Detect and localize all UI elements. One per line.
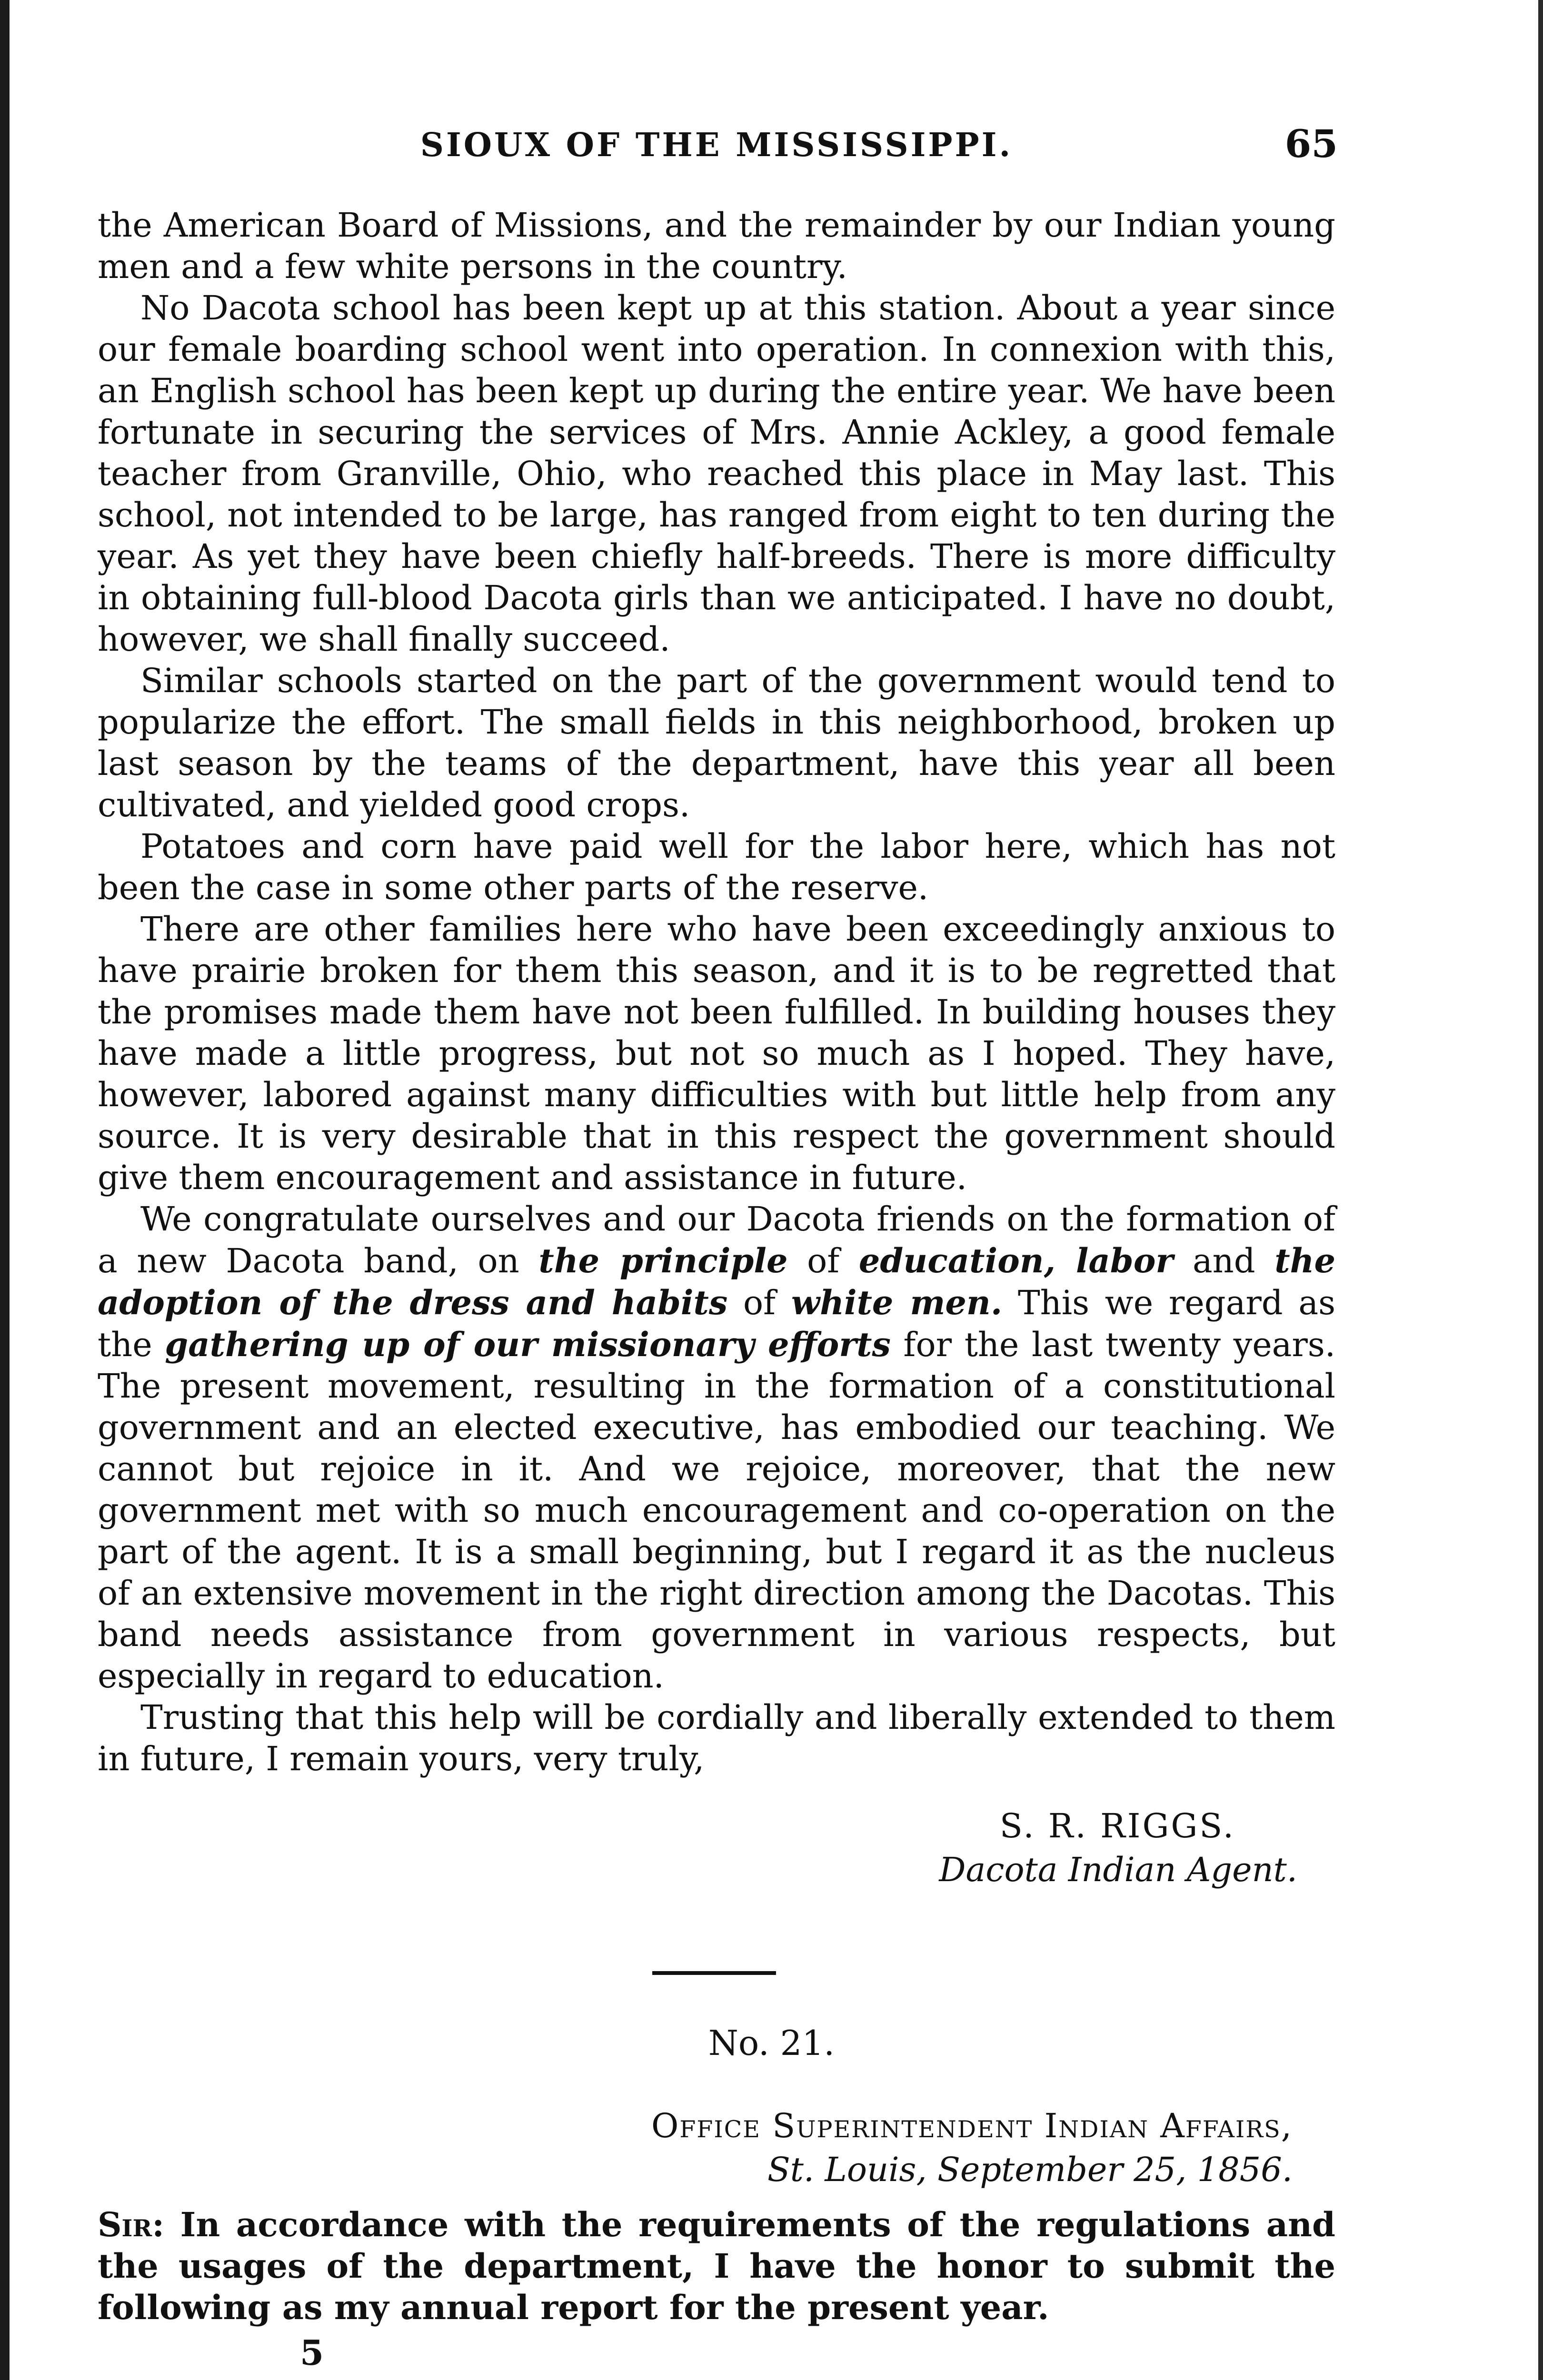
paragraph-6 bbox=[98, 1199, 1335, 1697]
office-date: St. Louis, September 25, 1856. bbox=[767, 2150, 1293, 2189]
paragraph-6-text-c: and bbox=[1173, 1241, 1275, 1280]
page-number: 65 bbox=[1284, 121, 1338, 166]
paragraph-6-text-e: This we regard as the bbox=[98, 1283, 1335, 1364]
paragraph-6-text-b: of bbox=[787, 1241, 859, 1280]
paragraph-2: No Dacota school has been kept up at this station. About a year since our female boarding school went into operation. In connexion with this, an English school has been kept up during the entire year. We have been fortunate in securing the services of Mrs. Annie Ackley, a good female teacher from Granville, Ohio, who reached this place in May last. This school, not intended to be large, has ranged from eight to ten during the year. As yet they have been chiefly half-breeds. There is more difficulty in obtaining full-blood Dacota girls than we anticipated. I have no doubt, however, we shall finally succeed. bbox=[98, 288, 1335, 659]
office-name: Office Superintendent Indian Affairs, bbox=[651, 2106, 1293, 2145]
paragraph-6-text-d: of bbox=[727, 1283, 791, 1322]
paragraph-6-text-f: for the last twenty years. The present movement, resulting in the formation of a constitutional government and an elected executive, has embodied our teaching. We cannot but rejoice in it. And we rejoice, moreover, that the new government met with so much encouragement and co-operation on the part of the agent. It is a small beginning, but I regard it as the nucleus of an extensive movement in the right direction among the Dacotas. This band needs assistance from government in various respects, but especially in regard to education. bbox=[98, 1325, 1335, 1696]
body-text bbox=[98, 205, 1335, 1780]
paragraph-4: Potatoes and corn have paid well for the labor here, which has not been the case in some other parts of the reserve. bbox=[98, 827, 1335, 907]
paragraph-6-italic-5: gathering up of our missionary efforts bbox=[165, 1325, 891, 1364]
paragraph-1: the American Board of Missions, and the remainder by our Indian young men and a few white persons in the country. bbox=[98, 206, 1335, 286]
page-header bbox=[95, 121, 1338, 169]
paragraph-6-italic-4: white men. bbox=[791, 1283, 1003, 1322]
running-head: SIOUX OF THE MISSISSIPPI. bbox=[420, 126, 1013, 164]
letter-opening bbox=[98, 2204, 1335, 2328]
office-heading bbox=[98, 2104, 1293, 2192]
letter-opening-text: In accordance with the requirements of the regulations and the usages of the department, I have the honor to submit the following as my annual report for the present year. bbox=[98, 2205, 1335, 2327]
paragraph-6-italic-3: the adoption of the dress and habits bbox=[98, 1241, 1335, 1322]
signature-name: S. R. RIGGS. bbox=[999, 1806, 1235, 1845]
paragraph-6-text-a: We congratulate ourselves and our Dacota friends on the formation of a new Dacota band, on bbox=[98, 1200, 1335, 1280]
paragraph-7: Trusting that this help will be cordially and liberally extended to them in future, I remain yours, very truly, bbox=[98, 1698, 1335, 1778]
paragraph-3: Similar schools started on the part of the government would tend to popularize the effort. The small fields in this neighborhood, broken up last season by the teams of the department, have this year all been cultivated, and yielded good crops. bbox=[98, 661, 1335, 824]
paragraph-6-italic-2: education, labor bbox=[858, 1241, 1174, 1280]
document-number: No. 21. bbox=[708, 2023, 835, 2063]
paragraph-5: There are other families here who have been exceedingly anxious to have prairie broken for them this season, and it is to be regretted that the promises made them have not been fulfilled. In building houses they have made a little progress, but not so much as I hoped. They have, however, labored against many difficulties with but little help from any source. It is very desirable that in this respect the government should give them encouragement and assistance in future. bbox=[98, 910, 1335, 1197]
salutation: Sir: bbox=[98, 2205, 165, 2244]
section-divider bbox=[652, 1971, 776, 1975]
printer-signature-mark: 5 bbox=[300, 2332, 324, 2373]
paragraph-6-italic-1: the principle bbox=[538, 1241, 788, 1280]
signature-block bbox=[98, 1804, 1297, 1892]
signature-title: Dacota Indian Agent. bbox=[939, 1850, 1297, 1889]
